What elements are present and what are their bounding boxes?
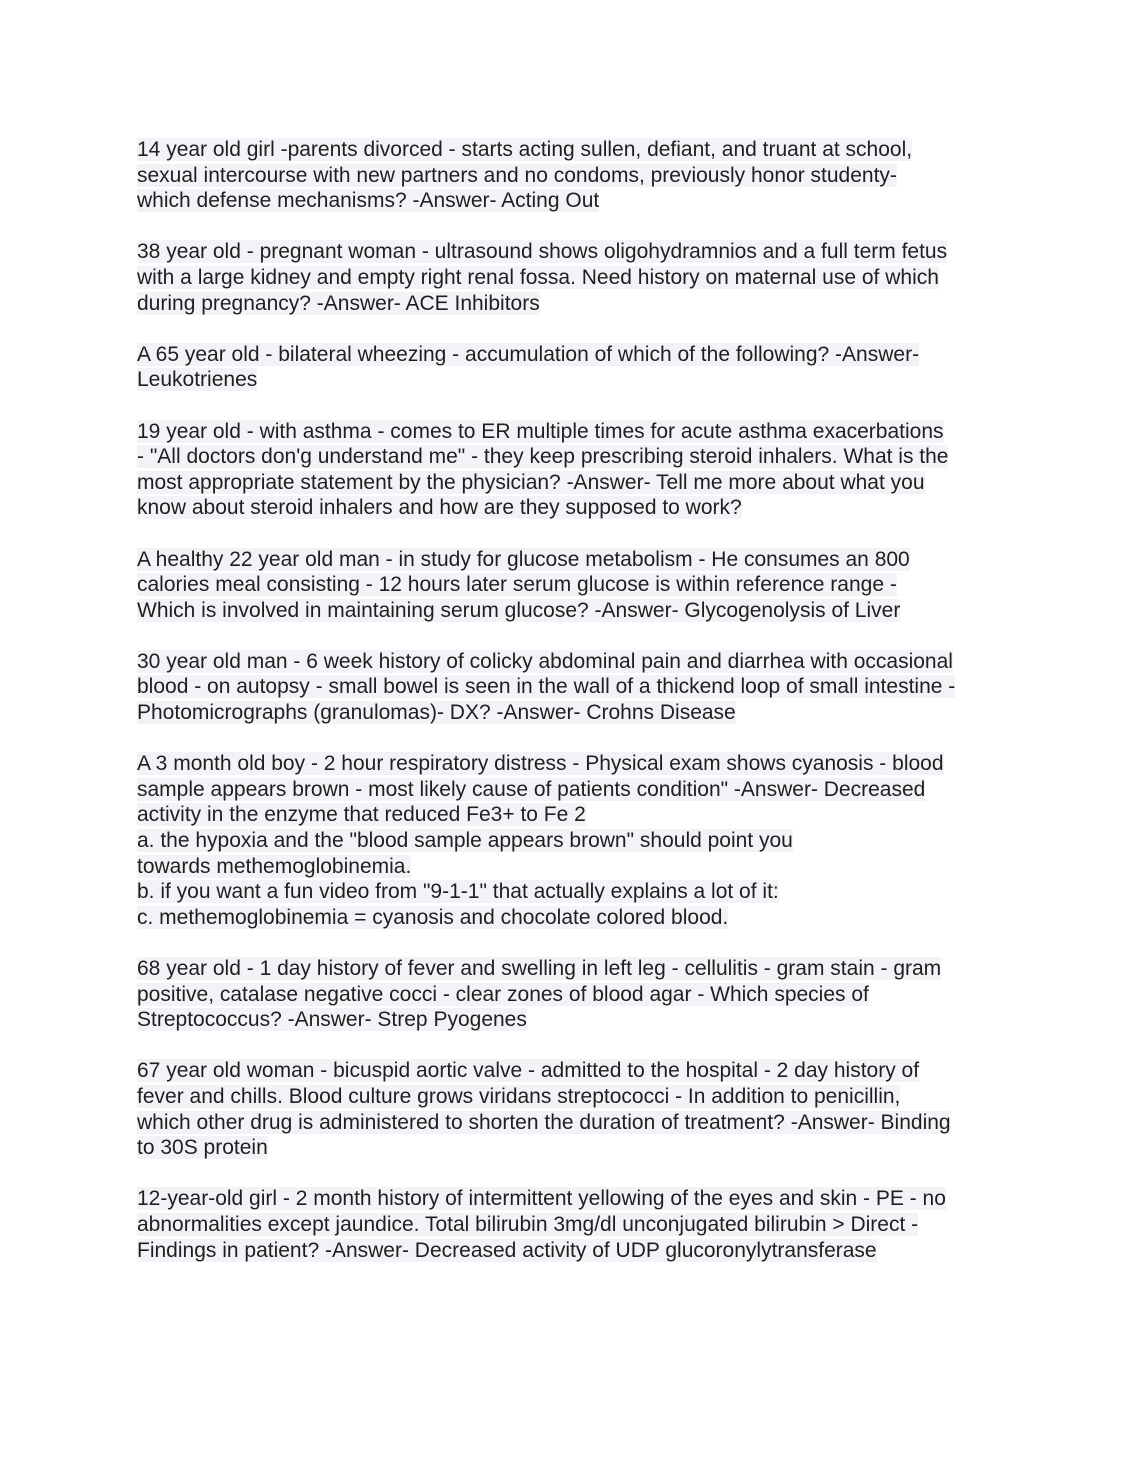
text-line: which defense mechanisms? -Answer- Acting Out (137, 189, 600, 213)
text-line: sample appears brown - most likely cause of patients condition" -Answer- Decreased (137, 777, 926, 801)
text-line: Findings in patient? -Answer- Decreased activity of UDP glucoronylytransferase (137, 1238, 877, 1262)
text-line: fever and chills. Blood culture grows viridans streptococci - In addition to penicillin, (137, 1084, 901, 1108)
text-line: know about steroid inhalers and how are they supposed to work? (137, 496, 742, 520)
text-line: 67 year old woman - bicuspid aortic valve - admitted to the hospital - 2 day history of (137, 1059, 920, 1083)
text-line: activity in the enzyme that reduced Fe3+ to Fe 2 (137, 803, 586, 827)
text-line: A 3 month old boy - 2 hour respiratory distress - Physical exam shows cyanosis - blood (137, 752, 944, 776)
text-line: sexual intercourse with new partners and no condoms, previously honor studenty- (137, 163, 897, 187)
qa-entry (137, 547, 1017, 624)
text-line: Leukotrienes (137, 368, 258, 392)
text-line: - "All doctors don'g understand me" - they keep prescribing steroid inhalers. What is the (137, 445, 949, 469)
text-line: c. methemoglobinemia = cyanosis and chocolate colored blood. (137, 905, 729, 929)
text-line: 68 year old - 1 day history of fever and swelling in left leg - cellulitis - gram stain - gram (137, 957, 942, 980)
text-line: 38 year old - pregnant woman - ultrasound shows oligohydramnios and a full term fetus (137, 240, 948, 264)
qa-entry (137, 649, 1017, 726)
text-line: towards methemoglobinemia. (137, 854, 412, 878)
text-line: positive, catalase negative cocci - clear zones of blood agar - Which species of (137, 982, 869, 1006)
qa-entry (137, 342, 1017, 393)
text-line: during pregnancy? -Answer- ACE Inhibitors (137, 291, 540, 315)
text-line: A 65 year old - bilateral wheezing - accumulation of which of the following? -Answer- (137, 342, 920, 366)
text-line: abnormalities except jaundice. Total bilirubin 3mg/dl unconjugated bilirubin > Direct - (137, 1212, 919, 1236)
text-line: Photomicrographs (granulomas)- DX? -Answer- Crohns Disease (137, 701, 736, 725)
text-line: most appropriate statement by the physician? -Answer- Tell me more about what you (137, 470, 925, 494)
qa-entry (137, 137, 1017, 214)
qa-entry (137, 239, 1017, 316)
document-body (137, 137, 1017, 1289)
text-line: 14 year old girl -parents divorced - starts acting sullen, defiant, and truant at school, (137, 138, 913, 161)
text-line: b. if you want a fun video from "9-1-1" that actually explains a lot of it: (137, 880, 779, 904)
text-line: calories meal consisting - 12 hours later serum glucose is within reference range - (137, 573, 897, 597)
text-line: a. the hypoxia and the "blood sample appears brown" should point you (137, 829, 793, 853)
qa-entry (137, 1186, 1017, 1263)
text-line: which other drug is administered to shorten the duration of treatment? -Answer- Binding (137, 1110, 951, 1134)
text-line: A healthy 22 year old man - in study for glucose metabolism - He consumes an 800 (137, 547, 910, 571)
qa-entry (137, 1058, 1017, 1160)
text-line: Which is involved in maintaining serum glucose? -Answer- Glycogenolysis of Liver (137, 598, 901, 622)
qa-entry (137, 751, 1017, 930)
qa-entry (137, 956, 1017, 1033)
text-line: 30 year old man - 6 week history of colicky abdominal pain and diarrhea with occasional (137, 649, 953, 673)
qa-entry (137, 419, 1017, 521)
text-line: blood - on autopsy - small bowel is seen in the wall of a thickend loop of small intestine - (137, 675, 956, 699)
text-line: to 30S protein (137, 1136, 268, 1160)
text-line: 19 year old - with asthma - comes to ER multiple times for acute asthma exacerbations (137, 419, 944, 443)
text-line: with a large kidney and empty right renal fossa. Need history on maternal use of which (137, 265, 939, 289)
text-line: 12-year-old girl - 2 month history of intermittent yellowing of the eyes and skin - PE - no (137, 1187, 946, 1211)
text-line: Streptococcus? -Answer- Strep Pyogenes (137, 1008, 527, 1032)
